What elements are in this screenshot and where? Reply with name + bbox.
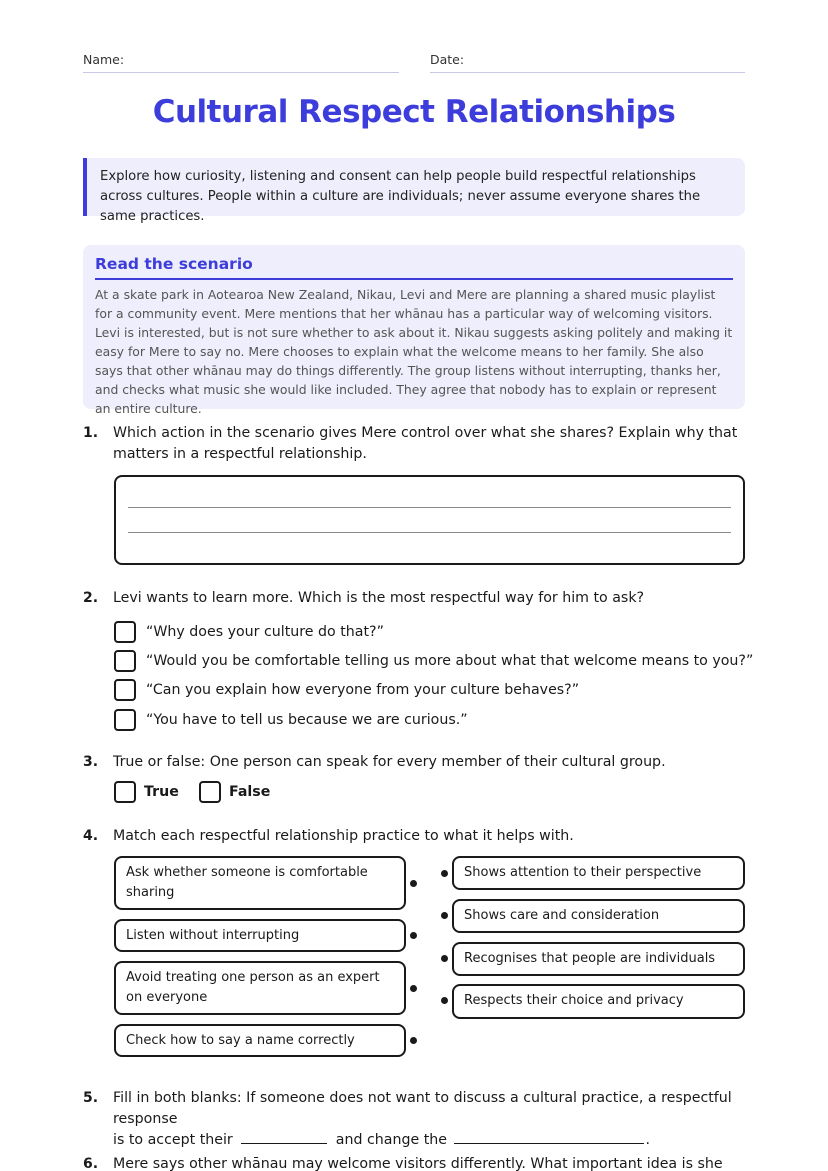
question-number: 1. [83,425,99,441]
match-right-item[interactable]: Shows care and consideration [452,899,745,933]
q2-option[interactable] [114,621,384,643]
match-dot[interactable] [441,912,448,919]
match-left-item[interactable]: Check how to say a name correctly [114,1024,406,1057]
match-left-item[interactable]: Ask whether someone is comfortable sharing [114,856,406,910]
match-dot[interactable] [441,870,448,877]
answer-box-q1[interactable] [114,475,745,565]
match-right-item[interactable]: Respects their choice and privacy [452,984,745,1019]
question-3-text: True or false: One person can speak for every member of their cultural group. [113,754,666,770]
checkbox[interactable] [114,781,136,803]
question-number: 5. [83,1090,99,1106]
false-option[interactable] [199,781,270,803]
question-number: 4. [83,828,99,844]
question-5-text [113,1088,745,1151]
true-option[interactable] [114,781,179,803]
question-4-text: Match each respectful relationship practice to what it helps with. [113,828,574,844]
scenario-panel [83,245,745,416]
match-right-item[interactable]: Shows attention to their perspective [452,856,745,890]
writing-line [128,532,731,533]
match-left-item[interactable]: Avoid treating one person as an expert on everyone [114,961,406,1015]
checkbox[interactable] [114,621,136,643]
checkbox[interactable] [199,781,221,803]
intro-callout: Explore how curiosity, listening and consent can help people build respectful relationships across cultures. People within a culture are individuals; never assume everyone shares the same practices. [83,158,745,216]
name-label: Name: [83,52,125,67]
match-right-item[interactable]: Recognises that people are individuals [452,942,745,976]
q5-line-2 [113,1130,745,1151]
true-label: True [144,784,179,800]
false-label: False [229,784,271,800]
q5-text-a: is to accept their [113,1132,233,1148]
match-dot[interactable] [410,1037,417,1044]
question-number: 3. [83,754,99,770]
checkbox[interactable] [114,650,136,672]
fill-blank-1[interactable] [241,1130,327,1144]
question-2-text: Levi wants to learn more. Which is the most respectful way for him to ask? [113,590,645,606]
date-label: Date: [430,52,465,67]
q5-text-b: and change the [335,1132,448,1148]
name-field[interactable] [83,72,399,73]
option-label: “Why does your culture do that?” [146,624,384,640]
page-title: Cultural Respect Relationships [152,94,676,130]
question-1-text: Which action in the scenario gives Mere control over what she shares? Explain why that matters in a respectful relationship. [113,425,738,462]
match-dot[interactable] [410,985,417,992]
match-left-item[interactable]: Listen without interrupting [114,919,406,952]
checkbox[interactable] [114,709,136,731]
writing-line [128,507,731,508]
q5-line-1: Fill in both blanks: If someone does not want to discuss a cultural practice, a respectful response [113,1090,732,1127]
question-number: 2. [83,590,99,606]
match-dot[interactable] [441,997,448,1004]
q5-text-c: . [645,1132,651,1148]
checkbox[interactable] [114,679,136,701]
option-label: “Can you explain how everyone from your culture behaves?” [146,682,580,698]
q2-option[interactable] [114,709,468,731]
date-field[interactable] [430,72,745,73]
scenario-text: At a skate park in Aotearoa New Zealand, Nikau, Levi and Mere are planning a shared music playlist for a community event. Mere mentions that her whānau has a particular way of welcoming visitors. Levi is interested, but is not sure whether to ask about it. Nikau suggests asking politely and making it easy for Mere to say no. Mere chooses to explain what the welcome means to her family. She also says that other whānau may do things differently. The group listens without interrupting, thanks her, and checks what music she would like included. They agree that nobody has to explain or represent an entire culture. [95,287,733,416]
question-6-text: Mere says other whānau may welcome visitors differently. What important idea is she [113,1156,723,1171]
fill-blank-2[interactable] [454,1130,644,1144]
q2-option[interactable] [114,650,753,672]
scenario-heading: Read the scenario [95,255,733,280]
match-dot[interactable] [441,955,448,962]
option-label: “You have to tell us because we are curious.” [146,712,468,728]
match-dot[interactable] [410,932,417,939]
question-number: 6. [83,1156,99,1171]
option-label: “Would you be comfortable telling us more about what that welcome means to you?” [146,653,754,669]
match-dot[interactable] [410,880,417,887]
q2-option[interactable] [114,679,579,701]
